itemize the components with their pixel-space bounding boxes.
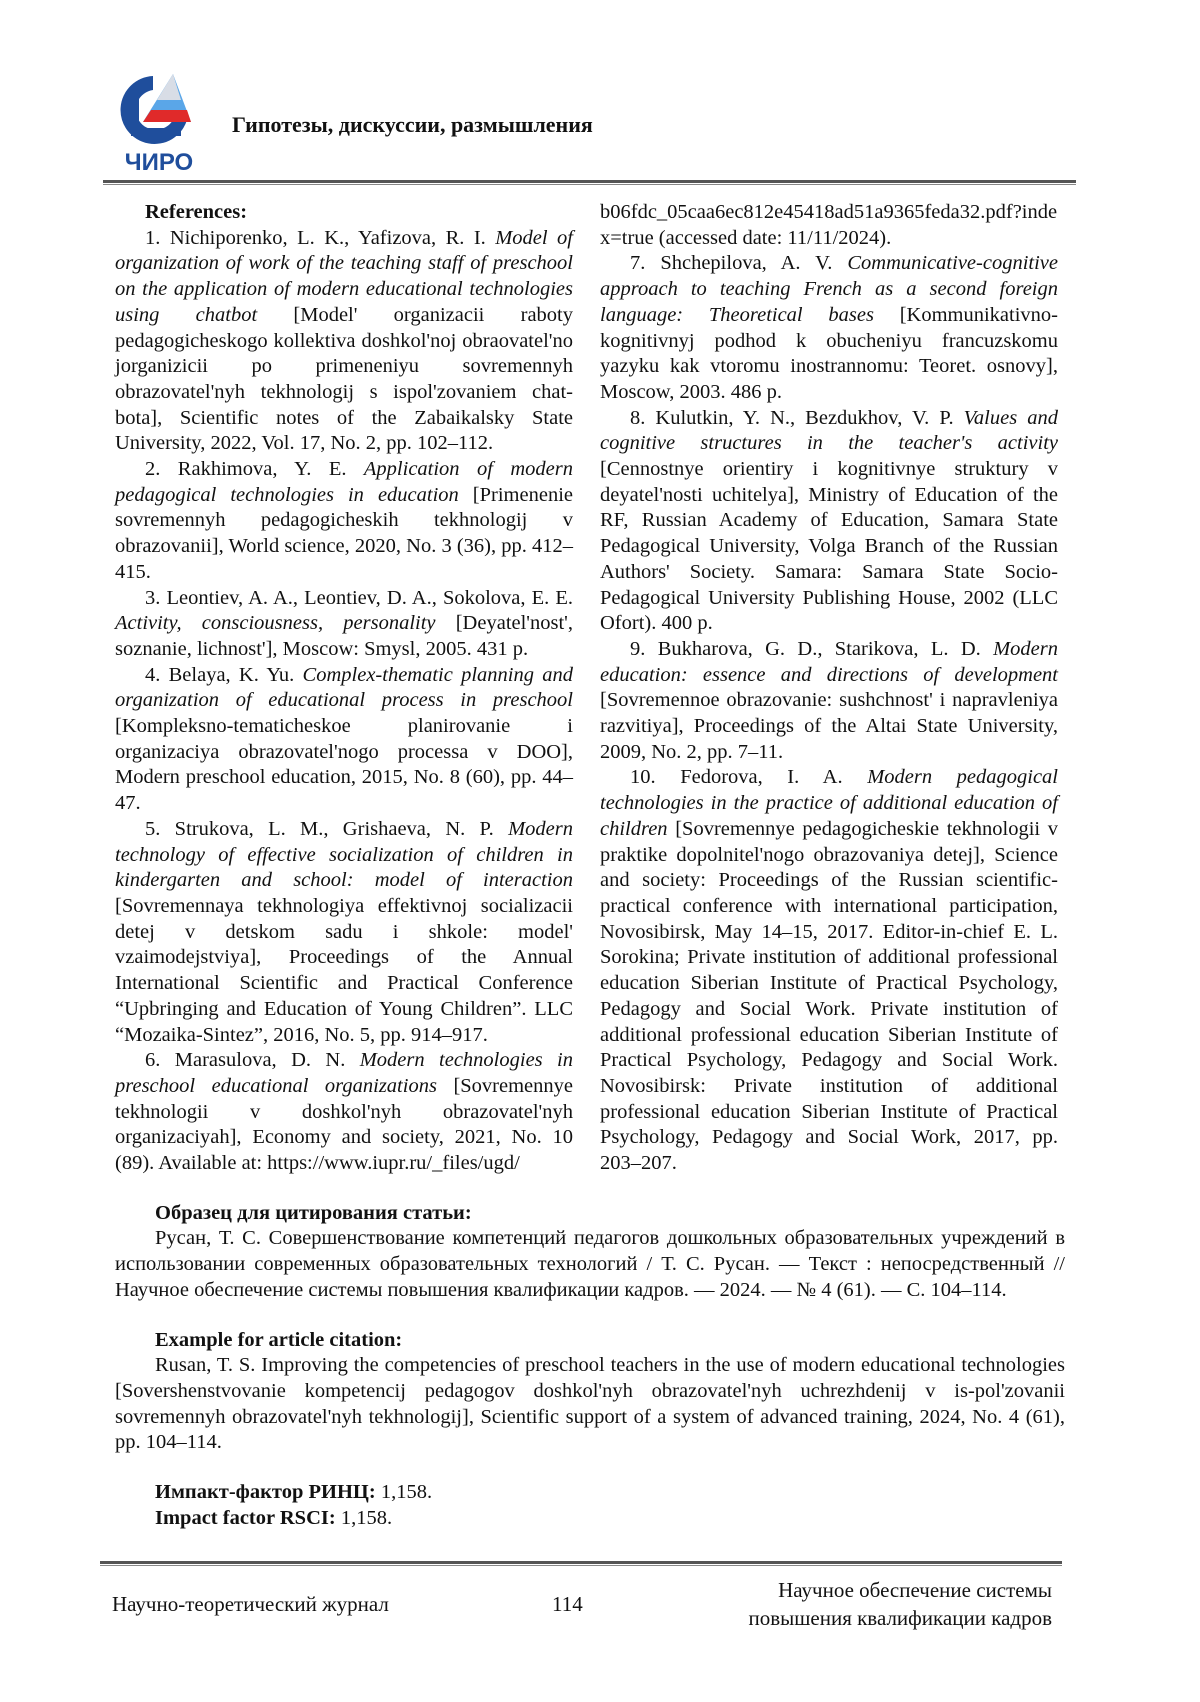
references-column-left <box>115 200 573 1177</box>
citation-ru <box>115 1201 1065 1304</box>
footer-divider <box>100 1561 1062 1566</box>
footer-journal-type: Научно-теоретический журнал <box>112 1592 552 1617</box>
reference-item-continued: b06fdc_05caa6ec812e45418ad51a9365feda32.pdf?index=true (accessed date: 11/11/2024). <box>600 200 1058 251</box>
reference-item: 10. Fedorova, I. A. Modern pedagogical technologies in the practice of additional education of children [Sovremennye pedagogicheskie tekhnologii v praktike dopolnitel'nogo obrazovaniya detej], Science and society: Proceedings of the Russian scientific-practical conference with international participation, Novosibirsk, May 14–15, 2017. Editor-in-chief E. L. Sorokina; Private institution of additional professional education Siberian Institute of Practical Psychology, Pedagogy and Social Work. Private institution of additional professional education Siberian Institute of Practical Psychology, Pedagogy and Social Work. Novosibirsk: Private institution of additional professional education Siberian Institute of Practical Psychology, Pedagogy and Social Work, 2017, pp. 203–207. <box>600 765 1058 1176</box>
page-footer <box>0 1531 1200 1702</box>
impact-ru-value: 1,158. <box>376 1481 432 1503</box>
references-heading: References: <box>115 200 573 226</box>
citation-ru-heading: Образец для цитирования статьи: <box>115 1201 1065 1227</box>
citation-en-text: Rusan, T. S. Improving the competencies of preschool teachers in the use of modern educational technologies [Sovershenstvovanie kompetencij pedagogov doshkol'nyh obrazovatel'nyh uchrezhdenij v is-pol'zovanii sovremennyh obrazovatel'nyh tekhnologij], Scientific support of a system of advanced training, 2024, No. 4 (61), pp. 104–114. <box>115 1353 1065 1456</box>
citation-en-heading: Example for article citation: <box>115 1328 1065 1354</box>
page-number: 114 <box>552 1592 652 1617</box>
chiro-logo <box>113 70 205 174</box>
citation-ru-text: Русан, Т. С. Совершенствование компетенций педагогов дошкольных образовательных учреждений в использовании современных образовательных технологий / Т. С. Русан. — Текст : непосредственный // Научное обеспечение системы повышения квалификации кадров. — 2024. — № 4 (61). — С. 104–114. <box>115 1226 1065 1303</box>
reference-item: 6. Marasulova, D. N. Modern technologies in preschool educational organizations [Sovremennye tekhnologii v doshkol'nyh obrazovatel'nyh organizaciyah], Economy and society, 2021, No. 10 (89). Available at: https://www.iupr.ru/_files/ugd/ <box>115 1048 573 1177</box>
impact-factor <box>115 1480 1065 1531</box>
page-header <box>0 0 1200 200</box>
header-divider <box>103 180 1076 185</box>
references-columns <box>115 200 1058 1177</box>
citation-en <box>115 1328 1065 1457</box>
reference-item: 3. Leontiev, A. A., Leontiev, D. A., Sokolova, E. E. Activity, consciousness, personality [Deyatel'nost', soznanie, lichnost'], Moscow: Smysl, 2005. 431 p. <box>115 586 573 663</box>
footer-journal-name-line1: Научное обеспечение системы <box>652 1576 1052 1604</box>
reference-item: 9. Bukharova, G. D., Starikova, L. D. Modern education: essence and directions of development [Sovremennoe obrazovanie: sushchnost' i napravleniya razvitiya], Proceedings of the Altai State University, 2009, No. 2, pp. 7–11. <box>600 637 1058 766</box>
footer-journal-name <box>652 1576 1052 1632</box>
impact-en-value: 1,158. <box>336 1507 392 1529</box>
section-title: Гипотезы, дискуссии, размышления <box>232 112 593 138</box>
svg-text:ЧИРО: ЧИРО <box>125 149 193 174</box>
reference-item: 7. Shchepilova, A. V. Communicative-cognitive approach to teaching French as a second foreign language: Theoretical bases [Kommunikativno-kognitivnyj podhod k obucheniyu francuzskomu yazyku kak vtoromu inostrannomu: Teoret. osnovy], Moscow, 2003. 486 p. <box>600 251 1058 405</box>
reference-item: 8. Kulutkin, Y. N., Bezdukhov, V. P. Values and cognitive structures in the teacher's activity [Cennostnye orientiry i kognitivnye struktury v deyatel'nosti uchitelya], Ministry of Education of the RF, Russian Academy of Education, Samara State Pedagogical University, Volga Branch of the Russian Authors' Society. Samara: Samara State Socio-Pedagogical University Publishing House, 2002 (LLC Ofort). 400 p. <box>600 406 1058 637</box>
impact-ru-label: Импакт-фактор РИНЦ: <box>155 1481 376 1503</box>
reference-item: 4. Belaya, K. Yu. Complex-thematic planning and organization of educational process in preschool [Kompleksno-tematicheskoe planirovanie i organizaciya obrazovatel'nogo processa v DOO], Modern preschool education, 2015, No. 8 (60), pp. 44–47. <box>115 663 573 817</box>
reference-item: 2. Rakhimova, Y. E. Application of modern pedagogical technologies in education [Primenenie sovremennyh pedagogicheskih tekhnologij v obrazovanii], World science, 2020, No. 3 (36), pp. 412–415. <box>115 457 573 586</box>
reference-item: 1. Nichiporenko, L. K., Yafizova, R. I. Model of organization of work of the teaching staff of preschool on the application of modern educational technologies using chatbot [Model' organizacii raboty pedagogicheskogo kollektiva doshkol'noj obraovatel'no jorganizicii po primeneniyu sovremennyh obrazovatel'nyh tekhnologij s ispol'zovaniem chat-bota], Scientific notes of the Zabaikalsky State University, 2022, Vol. 17, No. 2, pp. 102–112. <box>115 226 573 457</box>
impact-en-label: Impact factor RSCI: <box>155 1507 336 1529</box>
footer-journal-name-line2: повышения квалификации кадров <box>652 1604 1052 1632</box>
reference-item: 5. Strukova, L. M., Grishaeva, N. P. Modern technology of effective socialization of children in kindergarten and school: model of interaction [Sovremennaya tekhnologiya effektivnoj socializacii detej v detskom sadu i shkole: model' vzaimodejstviya], Proceedings of the Annual International Scientific and Practical Conference “Upbringing and Education of Young Children”. LLC “Mozaika-Sintez”, 2016, No. 5, pp. 914–917. <box>115 817 573 1048</box>
references-column-right <box>600 200 1058 1177</box>
